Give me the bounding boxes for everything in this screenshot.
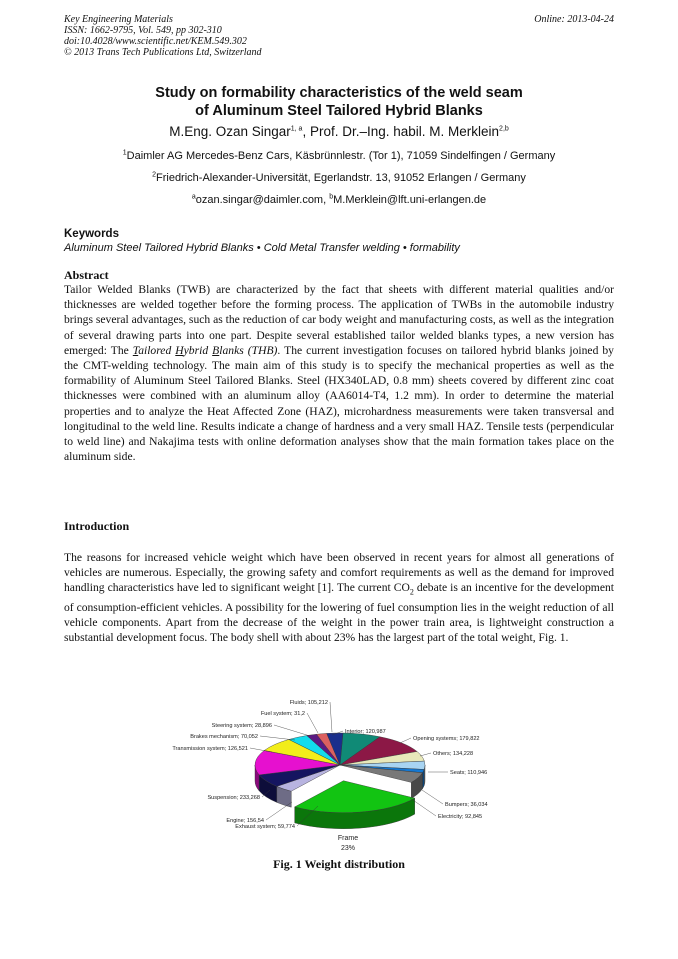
abstract-text-2: . The current investigation focuses on tailored hybrid blanks joined by the CMT-welding technology. The main aim of this study is to specify the mechanical properties as well as the formability of Aluminum Steel Tailored Blanks. Steel (HX340LAD, 0.8 mm) sheets covered by different zinc coat thicknesses were combined with an aluminum alloy (AA6014-T4, 1.2 mm). In order to determine the material properties and to analyze the Heat Affected Zone (HAZ), microhardness measurements were taken transversal and longitudinal to the weld line. Results indicate a change of hardness and a very small HAZ. Tensile tests (perpendicular to weld line) and Nakajima tests with online deformation analyses show that the main formation takes place on the aluminum side. <box>64 343 614 464</box>
introduction-paragraph <box>64 550 614 646</box>
journal-name: Key Engineering Materials <box>64 14 173 25</box>
author-2: Prof. Dr.–Ing. habil. M. Merklein <box>309 124 500 139</box>
pie-leader-opening-systems <box>400 738 411 743</box>
abstract-paragraph <box>64 282 614 464</box>
pie-value-frame: 23% <box>340 845 356 852</box>
pie-label-transmission-system: Transmission system; 126,521 <box>172 746 248 752</box>
affiliation-2 <box>64 172 614 184</box>
keywords-text: Aluminum Steel Tailored Hybrid Blanks • Cold Metal Transfer welding • formability <box>64 242 460 254</box>
keywords-heading: Keywords <box>64 228 119 240</box>
pie-label-others: Others; 134,228 <box>433 751 474 757</box>
thb-ailored: ailored <box>138 343 172 357</box>
paper-title <box>64 84 614 120</box>
abstract-heading: Abstract <box>64 268 109 282</box>
online-date: Online: 2013-04-24 <box>534 14 614 25</box>
pie-label-interior: Interior; 120,987 <box>345 729 386 735</box>
pie-label-exhaust-system: Exhaust system; 59,774 <box>235 824 295 830</box>
email-b-sup: b <box>329 193 334 201</box>
pie-slice-labels <box>172 700 487 852</box>
pie-label-steering-system: Steering system; 28,896 <box>211 723 272 729</box>
pie-leader-engine <box>266 802 292 820</box>
thb-b: B <box>212 343 220 357</box>
pie-leader-bumpers <box>422 790 443 804</box>
email-line <box>64 194 614 206</box>
thb-lanks: lanks <box>219 343 244 357</box>
affiliation-1-sup: 1 <box>122 149 127 157</box>
title-line-1: Study on formability characteristics of the weld seam <box>155 85 523 101</box>
thb-term <box>133 344 278 357</box>
pie-label-brakes-mechanism: Brakes mechanism; 70,052 <box>190 734 258 740</box>
author-1-sup: 1, a <box>290 125 303 133</box>
author-line <box>64 124 614 139</box>
thb-t: T <box>132 343 139 357</box>
journal-copyright: © 2013 Trans Tech Publications Ltd, Switzerland <box>64 47 262 58</box>
pie-label-opening-systems: Opening systems; 179,822 <box>413 736 480 742</box>
abstract-text-1: Tailor Welded Blanks (TWB) are characterized by the fact that sheets with different material qualities and/or thicknesses are welded together before the forming process. The application of TWBs in the automobile industry brings several advantages, such as the reduction of car body weight and manufacturing costs, as well as the integration of several drawing parts into one part. Despite several established tailor welded blanks types, a new version has emerged: The <box>64 283 614 357</box>
co2-subscript: 2 <box>409 587 414 597</box>
pie-label-fuel-system: Fuel system; 31,2 <box>260 711 305 717</box>
pie-label-suspension: Suspension; 233,268 <box>207 795 260 801</box>
affiliation-1 <box>64 150 614 162</box>
affiliation-1-text: Daimler AG Mercedes-Benz Cars, Käsbrünnlestr. (Tor 1), 71059 Sindelfingen / Germany <box>126 150 556 162</box>
thb-abbrev: (THB) <box>243 343 278 357</box>
weight-distribution-pie-chart <box>160 690 520 860</box>
pie-label-bumpers: Bumpers; 36,034 <box>445 802 488 808</box>
pie-leader-others <box>420 753 431 756</box>
intro-text-1: The reasons for increased vehicle weight which have been observed in recent years for almost all generations of vehicles are numerous. Especially, the growing safety and comfort requirements as well as the demand for improved handling characteristics have led to significant weight [1]. The current CO <box>64 551 614 595</box>
title-line-2: of Aluminum Steel Tailored Hybrid Blanks <box>195 103 483 119</box>
author-1: M.Eng. Ozan Singar <box>169 124 291 139</box>
journal-issn: ISSN: 1662-9795, Vol. 549, pp 302-310 <box>64 25 222 36</box>
email-a-sup: a <box>191 193 196 201</box>
email-b[interactable]: M.Merklein@lft.uni-erlangen.de <box>333 194 487 206</box>
affiliation-2-text: Friedrich-Alexander-Universität, Egerlandstr. 13, 91052 Erlangen / Germany <box>156 172 526 184</box>
email-a[interactable]: ozan.singar@daimler.com, <box>195 194 330 206</box>
pie-label-seats: Seats; 110,946 <box>450 770 488 776</box>
figure-caption: Fig. 1 Weight distribution <box>273 857 405 871</box>
pie-label-fluids: Fluids; 105,212 <box>289 700 328 706</box>
pie-leader-fluids <box>330 702 332 732</box>
pie-leader-brakes-mechanism <box>260 736 295 740</box>
journal-doi[interactable]: doi:10.4028/www.scientific.net/KEM.549.302 <box>64 36 247 47</box>
author-2-sup: 2,b <box>499 125 509 133</box>
affiliation-2-sup: 2 <box>152 171 156 179</box>
intro-text-2: debate is an incentive for the development of consumption-efficient vehicles. A possibility for the lowering of fuel consumption lies in the weight reduction of all vehicle components. Apart from the decrease of the weight in the power train area, is lightweight construction a substantial development focus. The body shell with about 23% has the largest part of the total weight, Fig. 1. <box>64 581 614 645</box>
introduction-heading: Introduction <box>64 519 130 533</box>
thb-ybrid: ybrid <box>183 343 209 357</box>
pie-leader-steering-system <box>274 725 310 736</box>
pie-label-electricity: Electricity; 92,845 <box>438 814 483 820</box>
author-separator: , <box>302 124 310 139</box>
thb-h: H <box>175 343 184 357</box>
pie-leader-fuel-system <box>307 713 318 733</box>
journal-header <box>64 14 262 58</box>
pie-label-engine: Engine; 156,54 <box>226 818 264 824</box>
pie-label-frame: Frame <box>337 835 359 842</box>
